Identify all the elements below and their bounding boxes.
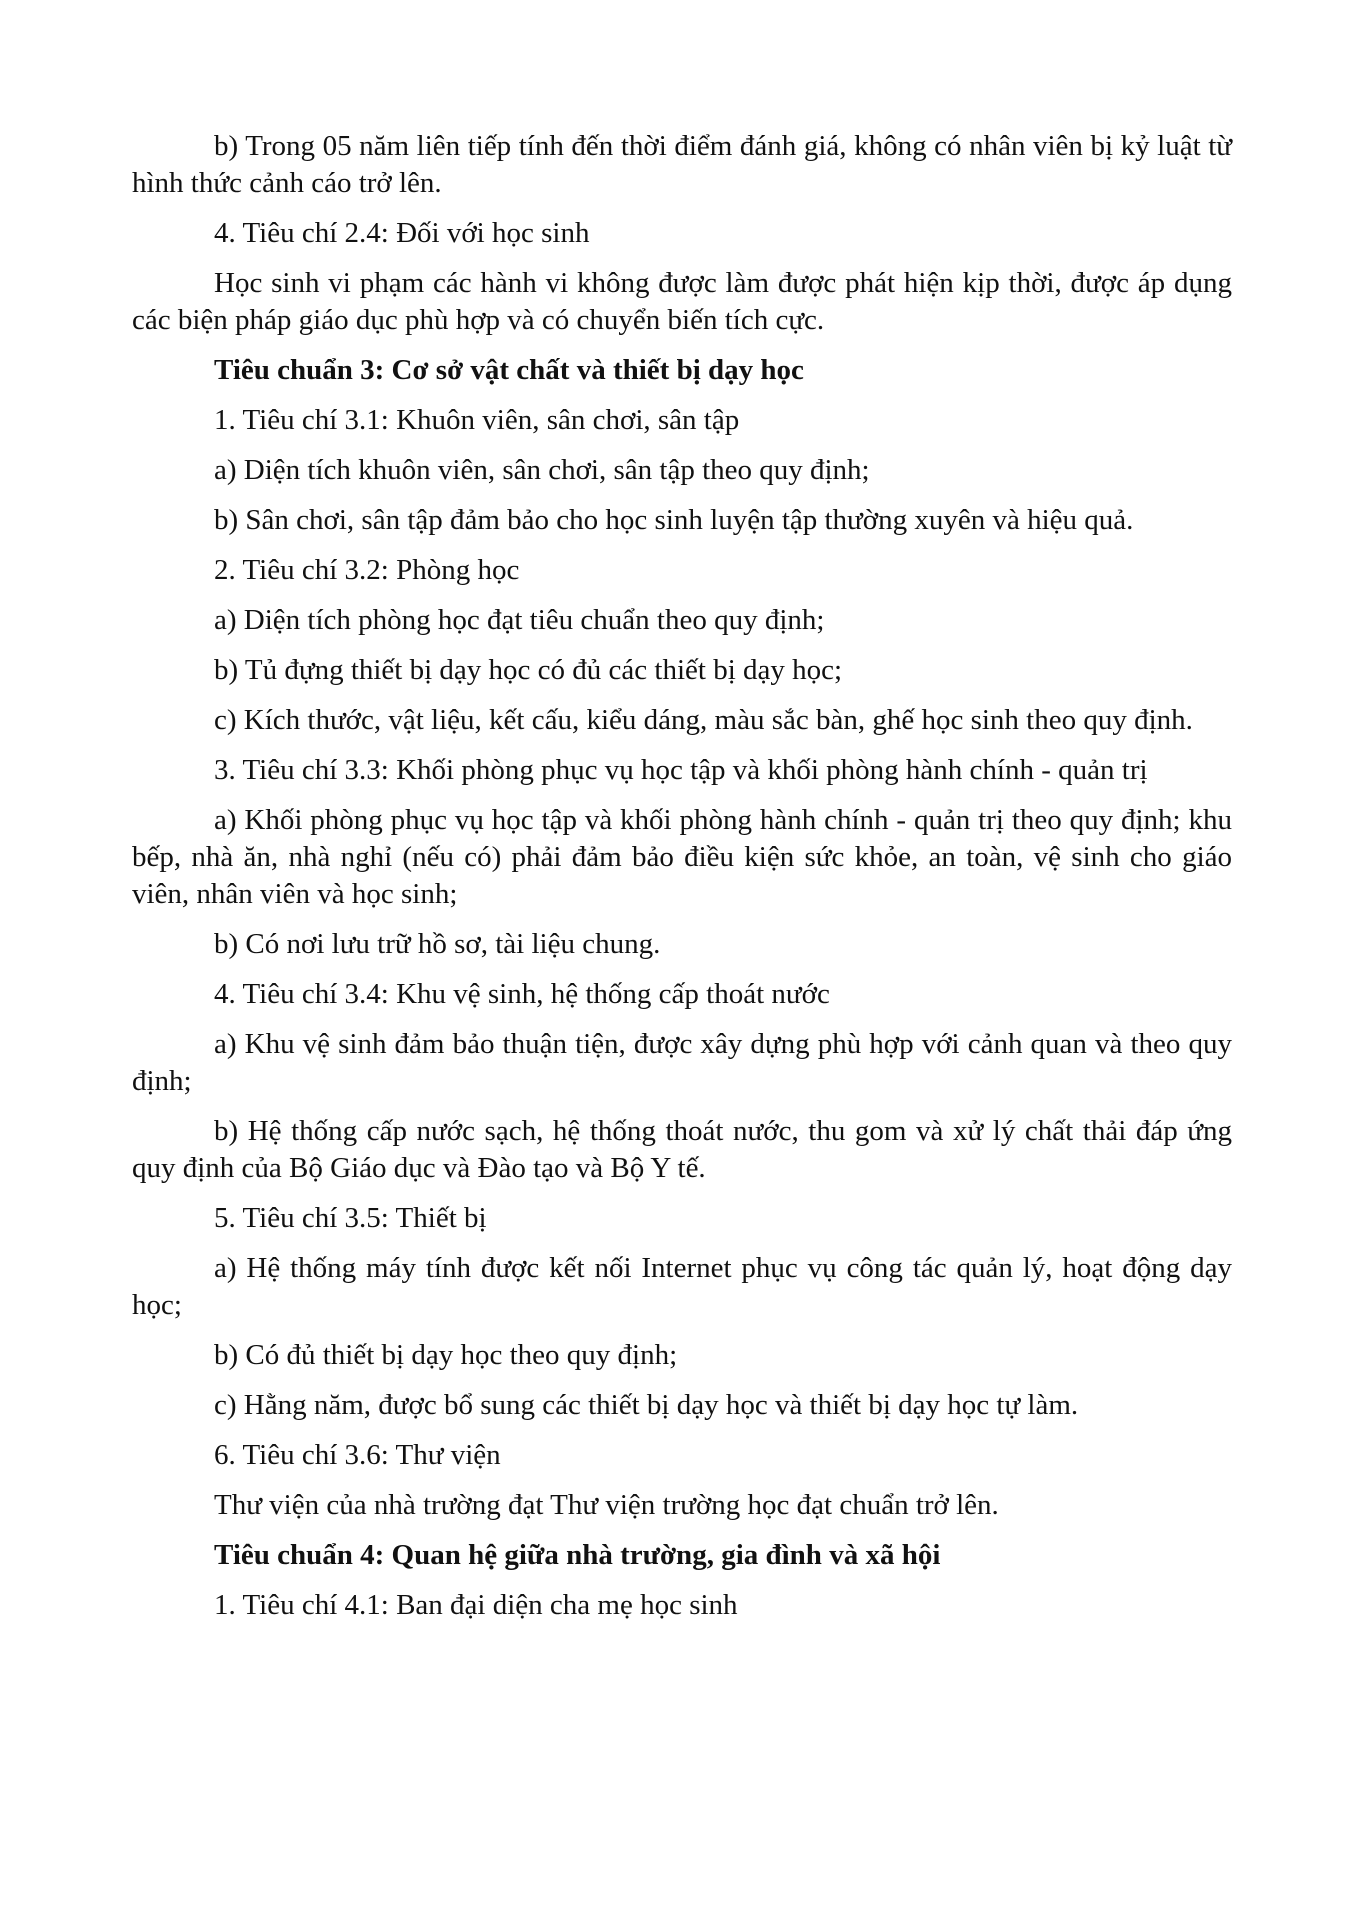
criterion-heading: 1. Tiêu chí 4.1: Ban đại diện cha mẹ học sinh [214,1589,738,1621]
paragraph: a) Diện tích phòng học đạt tiêu chuẩn theo quy định; [214,604,825,636]
paragraph: b) Trong 05 năm liên tiếp tính đến thời điểm đánh giá, không có nhân viên bị kỷ luật từ hình thức cảnh cáo trở lên. [132,130,1232,199]
criterion-heading: 4. Tiêu chí 2.4: Đối với học sinh [214,217,590,249]
criterion-heading: 3. Tiêu chí 3.3: Khối phòng phục vụ học tập và khối phòng hành chính - quản trị [214,754,1148,786]
paragraph: b) Hệ thống cấp nước sạch, hệ thống thoát nước, thu gom và xử lý chất thải đáp ứng quy định của Bộ Giáo dục và Đào tạo và Bộ Y tế. [132,1115,1232,1184]
paragraph: a) Khối phòng phục vụ học tập và khối phòng hành chính - quản trị theo quy định; khu bếp, nhà ăn, nhà nghỉ (nếu có) phải đảm bảo điều kiện sức khỏe, an toàn, vệ sinh cho giáo viên, nhân viên và học sinh; [132,804,1232,910]
criterion-heading: 2. Tiêu chí 3.2: Phòng học [214,554,520,586]
criterion-heading: 5. Tiêu chí 3.5: Thiết bị [214,1202,487,1234]
paragraph: Học sinh vi phạm các hành vi không được làm được phát hiện kịp thời, được áp dụng các biện pháp giáo dục phù hợp và có chuyển biến tích cực. [132,267,1232,336]
standard-heading: Tiêu chuẩn 3: Cơ sở vật chất và thiết bị dạy học [214,354,804,386]
criterion-heading: 6. Tiêu chí 3.6: Thư viện [214,1439,501,1471]
criterion-heading: 4. Tiêu chí 3.4: Khu vệ sinh, hệ thống cấp thoát nước [214,978,830,1010]
paragraph: b) Tủ đựng thiết bị dạy học có đủ các thiết bị dạy học; [214,654,843,686]
document-page [132,128,1232,1637]
paragraph: a) Diện tích khuôn viên, sân chơi, sân tập theo quy định; [214,454,870,486]
standard-heading: Tiêu chuẩn 4: Quan hệ giữa nhà trường, gia đình và xã hội [214,1539,941,1571]
paragraph: Thư viện của nhà trường đạt Thư viện trường học đạt chuẩn trở lên. [214,1489,999,1521]
paragraph: a) Hệ thống máy tính được kết nối Internet phục vụ công tác quản lý, hoạt động dạy học; [132,1252,1232,1321]
paragraph: b) Có nơi lưu trữ hồ sơ, tài liệu chung. [214,928,661,960]
paragraph: c) Hằng năm, được bổ sung các thiết bị dạy học và thiết bị dạy học tự làm. [214,1389,1079,1421]
paragraph: a) Khu vệ sinh đảm bảo thuận tiện, được xây dựng phù hợp với cảnh quan và theo quy định; [132,1028,1232,1097]
paragraph: b) Có đủ thiết bị dạy học theo quy định; [214,1339,678,1371]
paragraph: c) Kích thước, vật liệu, kết cấu, kiểu dáng, màu sắc bàn, ghế học sinh theo quy định. [214,704,1193,736]
paragraph: b) Sân chơi, sân tập đảm bảo cho học sinh luyện tập thường xuyên và hiệu quả. [214,504,1134,536]
criterion-heading: 1. Tiêu chí 3.1: Khuôn viên, sân chơi, sân tập [214,404,740,436]
